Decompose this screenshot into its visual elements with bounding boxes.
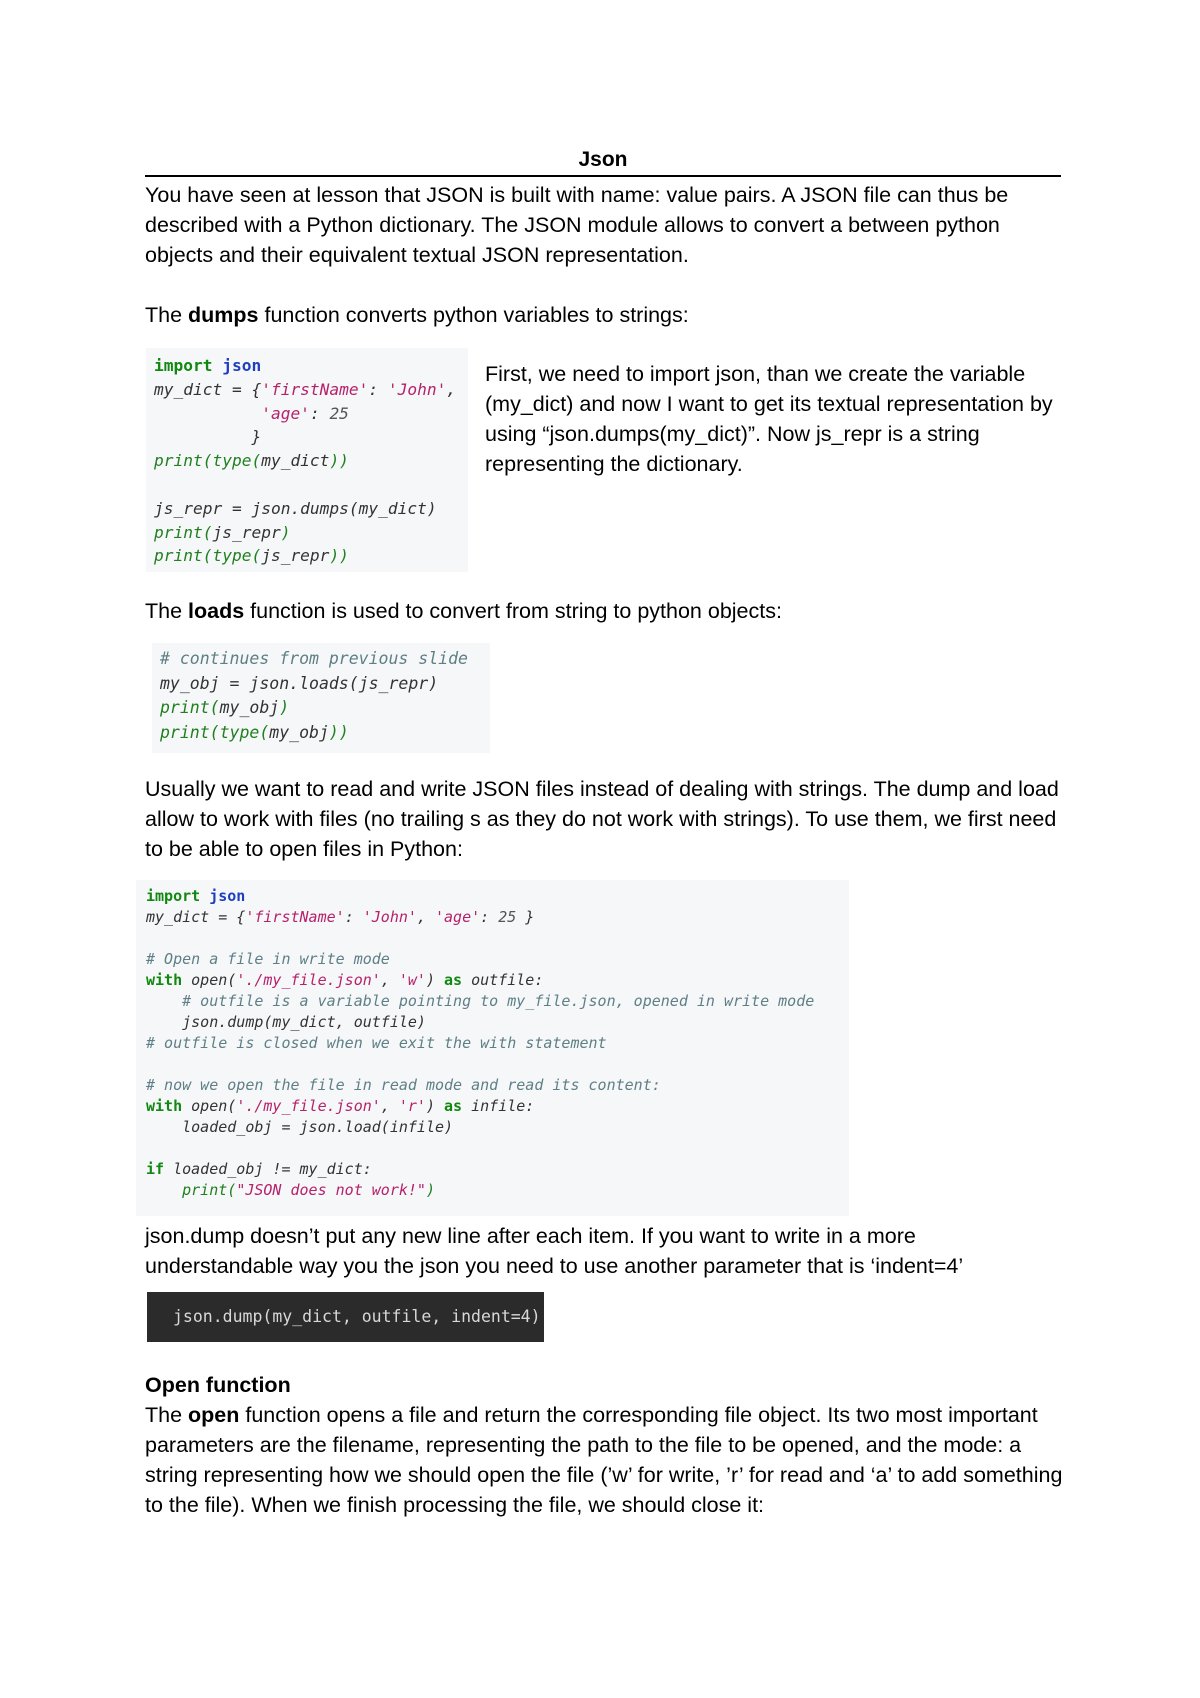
dumps-intro <box>145 300 1065 330</box>
code-token: "JSON does not work!" <box>236 1181 426 1199</box>
code-token: my_obj <box>269 722 329 742</box>
code-token: 'firstName' <box>261 379 369 399</box>
code-token: as <box>444 1097 463 1115</box>
code-block-loads <box>152 643 490 753</box>
code-token: js_repr <box>261 546 330 566</box>
code-line: } <box>154 427 262 447</box>
code-line: 'age': 25 <box>261 403 349 423</box>
code-block-indent: json.dump(my_dict, outfile, indent=4) <box>147 1292 544 1342</box>
loads-keyword: loads <box>188 599 245 623</box>
code-token: my_obj <box>219 698 280 717</box>
code-line: # outfile is a variable pointing to my_file.json, opened in write mode <box>146 992 815 1010</box>
code-token: with <box>146 1097 183 1115</box>
code-token: 25 <box>498 908 517 926</box>
code-token: as <box>444 971 463 989</box>
code-line: if loaded_obj != my_dict: <box>146 1160 372 1178</box>
code-token: './my_file.json' <box>236 1097 381 1115</box>
loads-intro-after: function is used to convert from string to python objects: <box>244 599 782 623</box>
code-block-dumps <box>146 348 468 572</box>
code-token: js_repr <box>212 522 281 542</box>
code-token: 'w' <box>398 971 426 989</box>
code-token: my_dict <box>261 451 330 471</box>
open-keyword: open <box>188 1403 240 1427</box>
code-line: # outfile is closed when we exit the with statement <box>146 1034 607 1052</box>
code-token: 'age' <box>435 908 481 926</box>
code-token: 'r' <box>398 1097 426 1115</box>
code-line: print(type(js_repr)) <box>154 546 349 566</box>
dumps-explanation: First, we need to import json, than we create the variable (my_dict) and now I want to get its textual representation by using “json.dumps(my_dict)”. Now js_repr is a string representing the dictionary. <box>485 362 1053 476</box>
code-line: print(my_obj) <box>160 698 290 717</box>
open-text-after: function opens a file and return the corresponding file object. Its two most important parameters are the filename, representing the path to the file to be opened, and the mode: a string representing how we should open the file (’w’ for write, ’r’ for read and ‘a’ to add something to the file). When we finish processing the file, we should close it: <box>145 1403 1063 1517</box>
code-token: with <box>146 971 183 989</box>
open-paragraph <box>145 1400 1065 1520</box>
code-token: import <box>154 356 223 375</box>
code-line: # Open a file in write mode <box>146 950 390 968</box>
dumps-keyword: dumps <box>188 303 259 327</box>
dumps-intro-after: function converts python variables to strings: <box>258 303 689 327</box>
code-line: print(js_repr) <box>154 522 291 542</box>
code-token: json <box>209 887 246 905</box>
code-line: my_obj = json.loads(js_repr) <box>160 673 439 693</box>
intro-paragraph: You have seen at lesson that JSON is built with name: value pairs. A JSON file can thus be described with a Python dictionary. The JSON module allows to convert a between python objects and their equivalent textual JSON representation. <box>145 183 1009 267</box>
page-title: Json <box>145 148 1061 177</box>
code-line: my_dict = {'firstName': 'John', <box>154 379 457 399</box>
code-token: 'John' <box>387 379 447 399</box>
code-token: print( <box>182 1181 237 1199</box>
code-line: with open('./my_file.json', 'r') as infile: <box>146 1097 535 1115</box>
code-token: import <box>146 887 210 905</box>
loads-intro <box>145 596 1065 626</box>
code-block-files <box>136 880 849 1216</box>
files-intro: Usually we want to read and write JSON files instead of dealing with strings. The dump and load allow to work with files (no trailing s as they do not work with strings). To use them, we first need to be able to open files in Python: <box>145 777 1059 861</box>
code-token: ) <box>425 1181 435 1199</box>
code-line: # continues from previous slide <box>160 649 468 668</box>
loads-intro-before: The <box>145 599 189 623</box>
code-token: 25 <box>329 403 349 423</box>
code-line: print(type(my_obj)) <box>160 722 349 742</box>
code-token: 'John' <box>362 908 417 926</box>
code-line <box>146 887 245 905</box>
code-line: my_dict = {'firstName': 'John', 'age': 25 } <box>146 908 535 926</box>
dumps-intro-before: The <box>145 303 189 327</box>
code-line: loaded_obj = json.load(infile) <box>146 1118 454 1136</box>
code-line: js_repr = json.dumps(my_dict) <box>154 498 437 518</box>
code-token: if <box>146 1160 165 1178</box>
code-line: json.dump(my_dict, outfile) <box>146 1013 426 1031</box>
open-text-before: The <box>145 1403 189 1427</box>
code-line <box>154 356 261 375</box>
code-line: with open('./my_file.json', 'w') as outfile: <box>146 971 544 989</box>
code-line: print(type(my_dict)) <box>154 451 349 471</box>
code-token: './my_file.json' <box>236 971 381 989</box>
code-line <box>146 1181 435 1199</box>
indent-paragraph: json.dump doesn’t put any new line after each item. If you want to write in a more understandable way you the json you need to use another parameter that is ‘indent=4’ <box>145 1224 964 1278</box>
code-token: 'age' <box>261 403 310 423</box>
code-line: # now we open the file in read mode and read its content: <box>146 1076 661 1094</box>
code-token: 'firstName' <box>245 908 345 926</box>
code-token: json <box>222 356 262 375</box>
open-function-heading: Open function <box>145 1373 291 1397</box>
